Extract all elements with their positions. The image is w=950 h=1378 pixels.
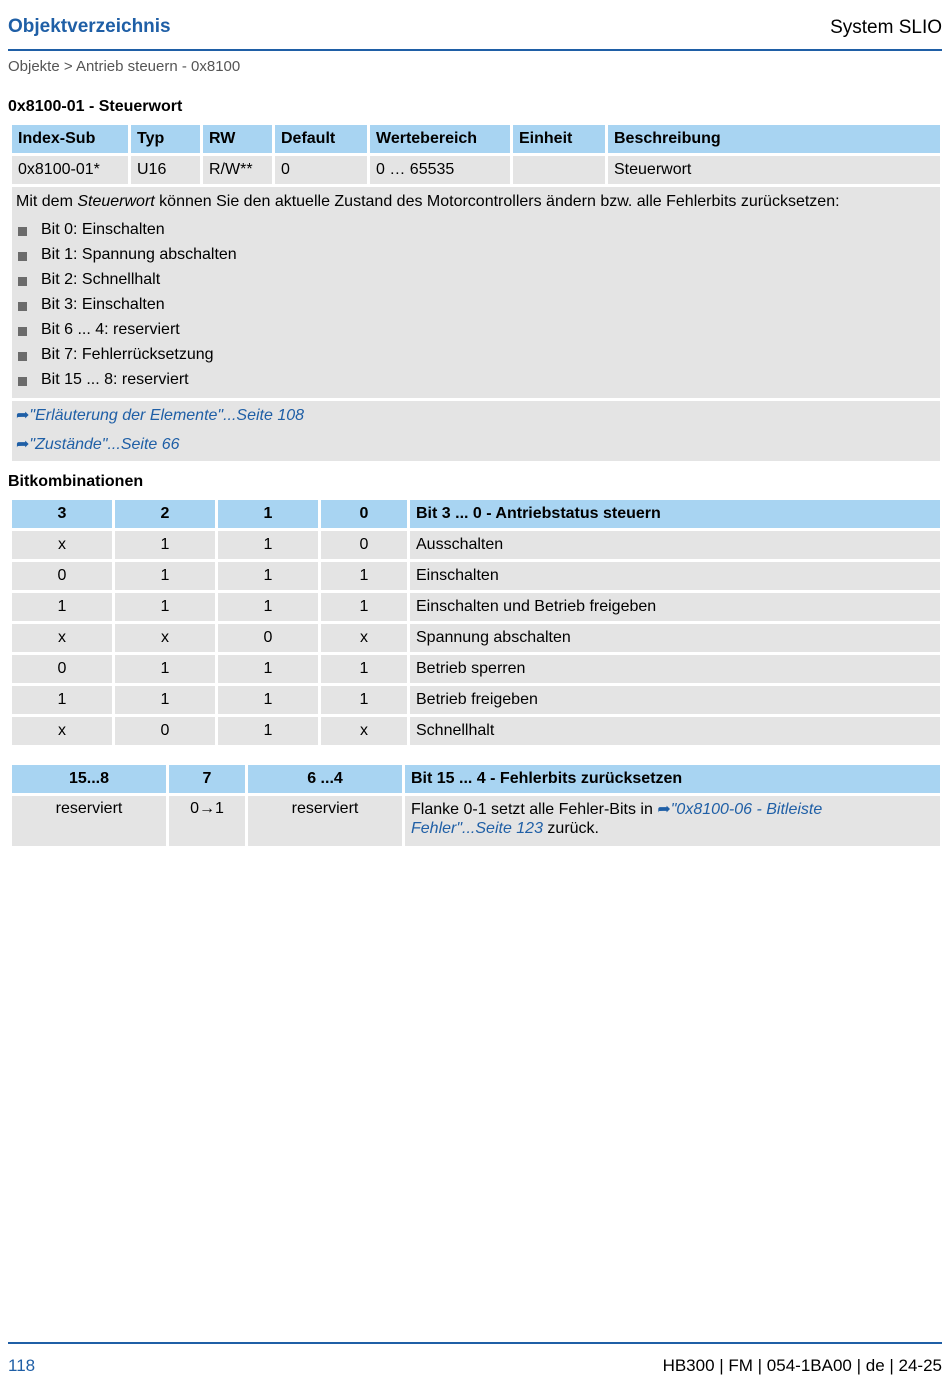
cell: 1 [218, 593, 318, 621]
cell: Betrieb sperren [410, 655, 940, 683]
table-row [12, 655, 940, 683]
cell-default: 0 [275, 156, 367, 184]
cell: x [12, 531, 112, 559]
cell-reset-description [405, 796, 940, 846]
cell: 0 [12, 655, 112, 683]
table-row [12, 796, 940, 846]
table-row [12, 717, 940, 745]
list-item: Bit 15 ... 8: reserviert [16, 371, 940, 396]
col-header: RW [203, 125, 272, 153]
col-header: Wertebereich [370, 125, 510, 153]
cell: 0 [218, 624, 318, 652]
col-header: 3 [12, 500, 112, 528]
col-header: 2 [115, 500, 215, 528]
col-header: Typ [131, 125, 200, 153]
cell: 1 [218, 686, 318, 714]
object-table [9, 122, 943, 187]
intro-emphasis: Steuerwort [77, 193, 155, 210]
cell: 0 [321, 531, 407, 559]
cell: x [321, 717, 407, 745]
cell-index-sub: 0x8100-01* [12, 156, 128, 184]
description-box [12, 187, 940, 398]
cell-unit [513, 156, 605, 184]
cell-type: U16 [131, 156, 200, 184]
cell-text: Flanke 0-1 setzt alle Fehler-Bits in [411, 801, 658, 818]
col-header: Bit 15 ... 4 - Fehlerbits zurücksetzen [405, 765, 940, 793]
cell: 1 [115, 593, 215, 621]
cell: 1 [115, 531, 215, 559]
list-item: Bit 1: Spannung abschalten [16, 246, 940, 271]
cell: x [12, 624, 112, 652]
col-header: Default [275, 125, 367, 153]
cell: Ausschalten [410, 531, 940, 559]
cell: Betrieb freigeben [410, 686, 940, 714]
col-header: Bit 3 ... 0 - Antriebstatus steuern [410, 500, 940, 528]
table-row [12, 531, 940, 559]
table-header-row [12, 765, 940, 793]
cell: Spannung abschalten [410, 624, 940, 652]
cell: Einschalten [410, 562, 940, 590]
link-arrow-icon: ➦ [16, 407, 30, 424]
col-header: 1 [218, 500, 318, 528]
cell: 1 [321, 593, 407, 621]
cell: reserviert [12, 796, 166, 846]
cell: 1 [321, 562, 407, 590]
table-row [12, 156, 940, 184]
cell: x [321, 624, 407, 652]
link-elements[interactable] [12, 401, 940, 430]
cell-text: zurück. [542, 820, 599, 837]
product-title: System SLIO [830, 17, 942, 38]
intro-text: können Sie den aktuelle Zustand des Motorcontrollers ändern bzw. alle Fehlerbits zurücksetzen: [154, 193, 840, 210]
table-row [12, 624, 940, 652]
cell: 1 [115, 686, 215, 714]
table-row [12, 593, 940, 621]
bitkombinationen-title: Bitkombinationen [8, 473, 144, 490]
cell: 1 [12, 593, 112, 621]
cell: 1 [115, 562, 215, 590]
link-text[interactable]: "Zustände"...Seite 66 [29, 436, 180, 453]
bit-list [12, 217, 940, 396]
link-states[interactable] [12, 430, 940, 459]
bit-table-1 [9, 497, 943, 748]
link-arrow-icon: ➦ [16, 436, 30, 453]
link-text[interactable]: "Erläuterung der Elemente"...Seite 108 [29, 407, 305, 424]
chapter-title: Objektverzeichnis [8, 16, 171, 37]
cell: x [12, 717, 112, 745]
table-row [12, 562, 940, 590]
intro-text: Mit dem [16, 193, 78, 210]
col-header: Beschreibung [608, 125, 940, 153]
table-row [12, 686, 940, 714]
cell: 1 [115, 655, 215, 683]
cell: 1 [218, 531, 318, 559]
col-header: Einheit [513, 125, 605, 153]
cell: 1 [321, 686, 407, 714]
col-header: 6 ...4 [248, 765, 402, 793]
col-header: 7 [169, 765, 245, 793]
list-item: Bit 3: Einschalten [16, 296, 940, 321]
link-bitleiste-page[interactable]: Fehler"...Seite 123 [411, 820, 543, 837]
list-item: Bit 7: Fehlerrücksetzung [16, 346, 940, 371]
cell: 0→1 [169, 796, 245, 846]
header-divider [8, 49, 942, 51]
col-header: 0 [321, 500, 407, 528]
section-title: 0x8100-01 - Steuerwort [8, 98, 183, 115]
link-arrow-icon: ➦ [657, 801, 671, 818]
page-number: 118 [8, 1356, 36, 1375]
cell: Schnellhalt [410, 717, 940, 745]
cell: 1 [218, 717, 318, 745]
cell: 1 [12, 686, 112, 714]
breadcrumb: Objekte > Antrieb steuern - 0x8100 [8, 58, 241, 75]
footer-divider [8, 1342, 942, 1344]
cell-range: 0 … 65535 [370, 156, 510, 184]
cell: 1 [321, 655, 407, 683]
cell: 1 [218, 562, 318, 590]
cell-description: Steuerwort [608, 156, 940, 184]
table-header-row [12, 500, 940, 528]
cell: 0 [12, 562, 112, 590]
cell-rw: R/W** [203, 156, 272, 184]
bit-table-2 [9, 762, 943, 849]
cell: 0 [115, 717, 215, 745]
document-id: HB300 | FM | 054-1BA00 | de | 24-25 [662, 1356, 942, 1375]
description-intro [12, 187, 940, 217]
col-header: Index-Sub [12, 125, 128, 153]
table-header-row [12, 125, 940, 153]
reference-links [12, 399, 940, 461]
list-item: Bit 6 ... 4: reserviert [16, 321, 940, 346]
cell: x [115, 624, 215, 652]
cell: Einschalten und Betrieb freigeben [410, 593, 940, 621]
list-item: Bit 2: Schnellhalt [16, 271, 940, 296]
link-bitleiste[interactable]: "0x8100-06 - Bitleiste [670, 801, 823, 818]
cell: reserviert [248, 796, 402, 846]
list-item: Bit 0: Einschalten [16, 221, 940, 246]
cell: 1 [218, 655, 318, 683]
col-header: 15...8 [12, 765, 166, 793]
